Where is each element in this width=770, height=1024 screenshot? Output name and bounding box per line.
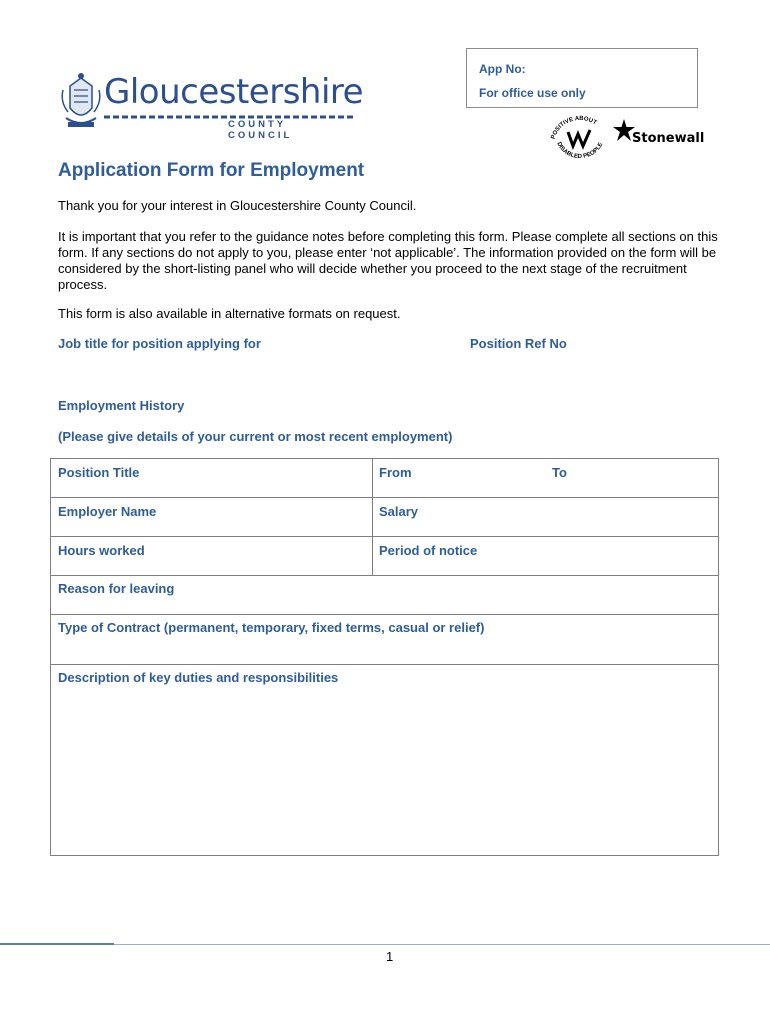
- hours-worked-cell[interactable]: [51, 537, 372, 575]
- intro-paragraph: Thank you for your interest in Gloucestershire County Council.: [58, 198, 417, 213]
- salary-cell[interactable]: [373, 498, 718, 536]
- job-title-field-label: Job title for position applying for: [58, 336, 261, 351]
- footer-divider: [0, 944, 770, 945]
- logo-subtitle: COUNTY COUNCIL: [228, 119, 293, 141]
- guidance-paragraph: It is important that you refer to the guidance notes before completing this form. Please complete all sections on this form. If any sections do not apply to you, please enter ‘not applicable’. The information provided on the form will be considered by the short-listing panel who will decide whether you proceed to the next stage of the recruitment process.: [58, 229, 718, 292]
- employment-history-note: (Please give details of your current or most recent employment): [58, 429, 453, 444]
- office-use-label: For office use only: [479, 86, 586, 100]
- description-label: Description of key duties and responsibilities: [58, 670, 339, 685]
- alternative-formats-paragraph: This form is also available in alternative formats on request.: [58, 306, 401, 321]
- description-cell[interactable]: [51, 665, 718, 855]
- stonewall-label: Stonewall: [632, 131, 705, 146]
- type-of-contract-cell[interactable]: [51, 615, 718, 664]
- badge-arc-bottom-text: DISABLED PEOPLE: [555, 141, 605, 160]
- office-use-box: [466, 48, 698, 108]
- coat-of-arms-icon: [60, 72, 102, 132]
- salary-label: Salary: [379, 504, 419, 519]
- period-of-notice-cell[interactable]: [373, 537, 718, 575]
- footer-divider-accent: [0, 943, 114, 945]
- position-title-cell[interactable]: [51, 459, 372, 497]
- svg-text:DISABLED PEOPLE: [555, 141, 604, 160]
- app-no-label: App No:: [479, 62, 526, 76]
- position-title-label: Position Title: [58, 465, 140, 480]
- reason-for-leaving-label: Reason for leaving: [58, 581, 175, 596]
- reason-for-leaving-cell[interactable]: [51, 576, 718, 614]
- svg-text:POSITIVE ABOUT: [551, 116, 598, 140]
- position-ref-field-label: Position Ref No: [470, 336, 567, 351]
- to-label: To: [552, 465, 567, 480]
- employment-history-heading: Employment History: [58, 398, 185, 413]
- logo-wordmark: Gloucestershire: [104, 72, 364, 112]
- dates-cell[interactable]: [373, 459, 718, 497]
- employer-name-cell[interactable]: [51, 498, 372, 536]
- employer-name-label: Employer Name: [58, 504, 157, 519]
- type-of-contract-label: Type of Contract (permanent, temporary, fixed terms, casual or relief): [58, 620, 485, 635]
- positive-about-disabled-people-icon: [548, 114, 612, 160]
- from-label: From: [379, 465, 412, 480]
- hours-worked-label: Hours worked: [58, 543, 145, 558]
- page-number: 1: [386, 949, 394, 964]
- employment-table: [50, 458, 719, 856]
- period-of-notice-label: Period of notice: [379, 543, 478, 558]
- page-title: Application Form for Employment: [58, 160, 365, 181]
- badge-arc-top-text: POSITIVE ABOUT: [550, 115, 598, 140]
